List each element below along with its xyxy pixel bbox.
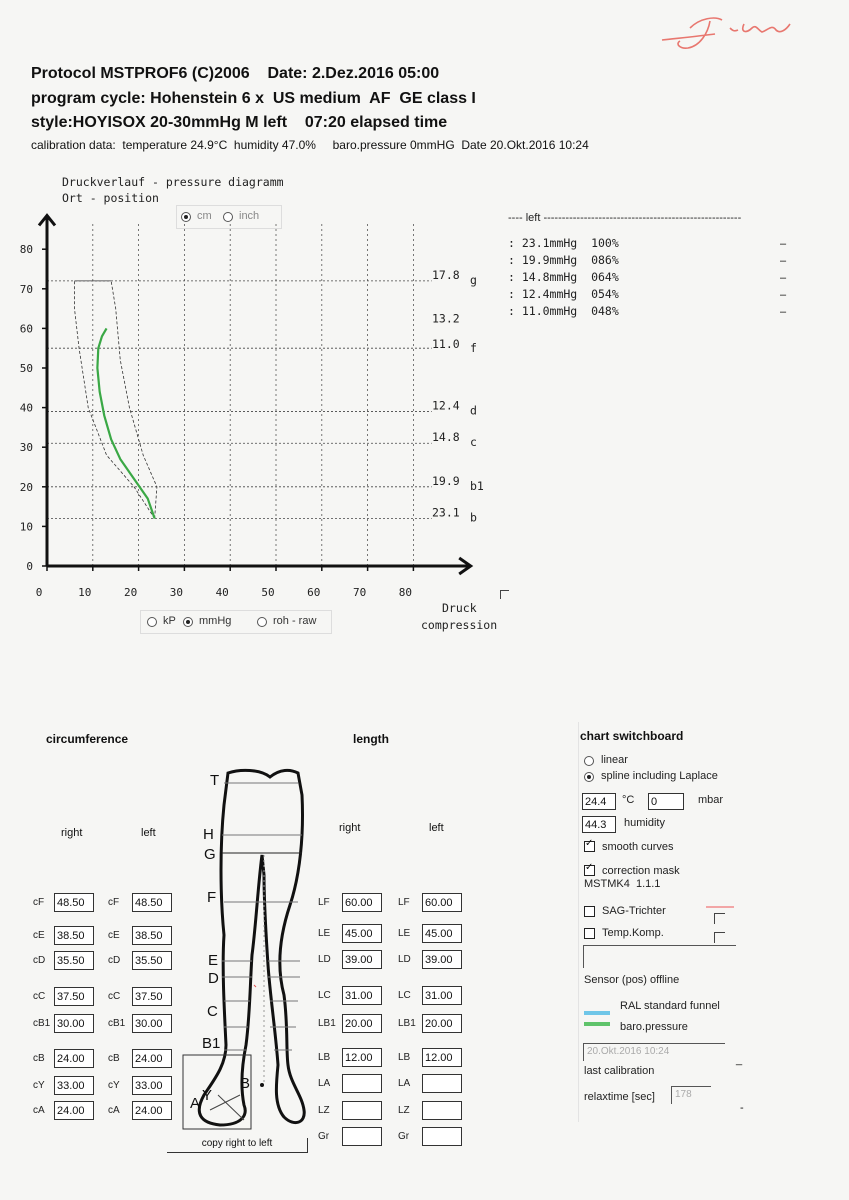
len-label-left: LZ [398, 1105, 410, 1116]
y-tick-label: 20 [19, 480, 33, 494]
len-right-input[interactable]: 31.00 [342, 986, 382, 1005]
tolerance-upper-line [111, 281, 157, 519]
circ-label-right: cB1 [33, 1018, 51, 1029]
tolerance-lower-line [74, 281, 154, 519]
circ-left-input[interactable]: 24.00 [132, 1101, 172, 1120]
len-left-input[interactable] [422, 1101, 462, 1120]
linear-radio[interactable] [584, 756, 594, 766]
len-left-input[interactable]: 60.00 [422, 893, 462, 912]
circumference-heading: circumference [46, 732, 129, 746]
calibration-line: calibration data: temperature 24.9°C humidity 47.0% baro.pressure 0mmHG Date 20.Okt.2016 10:24 [31, 138, 589, 152]
level-value: 11.0 [432, 337, 460, 352]
x-axis-label-druck: Druck [442, 601, 477, 615]
kp-radio[interactable] [147, 617, 157, 627]
leg-letter: H [203, 826, 214, 843]
circ-label-right: cA [33, 1105, 45, 1116]
level-value: 17.8 [432, 267, 460, 282]
program-cycle-line: program cycle: Hohenstein 6 x US medium AF GE class I [31, 90, 476, 107]
dash: – [780, 306, 787, 318]
humidity-input[interactable]: 44.3 [582, 816, 616, 833]
circ-label-right: cB [33, 1053, 45, 1064]
len-left-input[interactable]: 39.00 [422, 950, 462, 969]
circ-left-input[interactable]: 48.50 [132, 893, 172, 912]
circ-label-right: cC [33, 991, 46, 1002]
circ-label-left: cC [108, 991, 121, 1002]
circ-label-left: cD [108, 955, 121, 966]
last-cal-marker: _ [736, 1054, 743, 1066]
last-calibration-label: last calibration [584, 1065, 655, 1077]
style-line: style:HOYISOX 20-30mmHg M left 07:20 elapsed time [31, 114, 448, 131]
x-tick-label: 30 [169, 586, 184, 599]
left-table-row: : 23.1mmHg 100% [508, 236, 619, 250]
len-label-right: LF [318, 897, 330, 908]
circ-label-left: cA [108, 1105, 120, 1116]
circ-label-left: cF [108, 897, 120, 908]
signature [660, 8, 810, 53]
smooth-curves-label: smooth curves [602, 841, 674, 853]
level-value: 19.9 [432, 473, 460, 488]
cm-label: cm [197, 210, 212, 222]
inch-label: inch [239, 210, 260, 222]
leg-letter: C [207, 1003, 218, 1020]
x-tick-label: 10 [78, 586, 92, 599]
leg-letter: G [204, 846, 216, 863]
protocol-line: Protocol MSTPROF6 (C)2006 Date: 2.Dez.2016 05:00 [31, 65, 440, 82]
baro-label: baro.pressure [620, 1021, 688, 1033]
circ-right-input[interactable]: 38.50 [54, 926, 94, 945]
level-letter: g [470, 272, 477, 287]
len-label-left: LC [398, 990, 411, 1001]
circ-left-input[interactable]: 38.50 [132, 926, 172, 945]
circ-left-input[interactable]: 33.00 [132, 1076, 172, 1095]
len-right-input[interactable]: 45.00 [342, 924, 382, 943]
leg-letter: T [210, 772, 220, 789]
spline-label: spline including Laplace [601, 770, 718, 782]
len-left-input[interactable]: 12.00 [422, 1048, 462, 1067]
circ-label-right: cY [33, 1080, 45, 1091]
len-label-right: LE [318, 928, 331, 939]
len-label-left: LB1 [398, 1018, 416, 1029]
pressure-chart [0, 200, 520, 620]
leg-letter: A [190, 1095, 201, 1112]
relaxtime-input[interactable]: 178 [671, 1086, 711, 1104]
len-right-input[interactable] [342, 1127, 382, 1146]
len-label-right: LA [318, 1078, 331, 1089]
sag-corner [714, 913, 725, 924]
sag-trichter-label: SAG-Trichter [602, 905, 666, 917]
mask-name: MSTMK4 1.1.1 [584, 878, 661, 890]
left-table-dashes [780, 236, 786, 321]
len-label-left: Gr [398, 1131, 410, 1142]
y-tick-label: 10 [19, 520, 33, 534]
x-tick-label: 80 [398, 586, 413, 599]
left-table-row: : 12.4mmHg 054% [508, 287, 619, 301]
len-left-input[interactable] [422, 1074, 462, 1093]
circ-label-right: cF [33, 897, 45, 908]
mmhg-label: mmHg [199, 615, 232, 627]
raw-label: roh - raw [273, 615, 317, 627]
temp-komp-corner [714, 932, 725, 943]
dash: – [780, 238, 787, 250]
left-table-row: : 11.0mmHg 048% [508, 304, 619, 318]
circ-left-heading: left [141, 827, 156, 839]
left-table-row: : 14.8mmHg 064% [508, 270, 619, 284]
x-tick-label: 20 [123, 586, 138, 599]
ral-color-swatch [584, 1011, 610, 1015]
raw-radio[interactable] [257, 617, 267, 627]
len-label-left: LB [398, 1052, 411, 1063]
x-tick-label: 60 [307, 586, 321, 599]
left-table-row: : 19.9mmHg 086% [508, 253, 619, 267]
level-value: 14.8 [432, 430, 460, 445]
x-tick-label: 70 [352, 586, 367, 599]
level-letter: b [470, 510, 477, 525]
x-tick-label: 50 [261, 586, 275, 599]
circ-label-right: cE [33, 930, 45, 941]
len-left-input[interactable]: 20.00 [422, 1014, 462, 1033]
dash: – [780, 272, 787, 284]
length-heading: length [353, 732, 389, 746]
level-letter: b1 [470, 478, 484, 493]
x-axis-label-compression: compression [421, 618, 498, 632]
sag-trichter-checkbox[interactable] [584, 906, 595, 917]
pressure-curve [97, 328, 154, 518]
diagram-title: Druckverlauf - pressure diagramm [62, 175, 284, 189]
correction-mask-label: correction mask [602, 865, 680, 877]
dash: – [780, 289, 787, 301]
circ-right-input[interactable]: 37.50 [54, 987, 94, 1006]
leg-letter: Y [202, 1087, 213, 1104]
mbar-input[interactable]: 0 [648, 793, 684, 810]
relaxtime-label: relaxtime [sec] [584, 1091, 655, 1103]
len-label-right: LD [318, 954, 331, 965]
relaxtime-marker: - [740, 1102, 744, 1114]
circ-label-left: cB [108, 1053, 120, 1064]
level-letter: d [470, 403, 477, 418]
linear-label: linear [601, 754, 628, 766]
circ-left-input[interactable]: 35.50 [132, 951, 172, 970]
len-label-right: LZ [318, 1105, 330, 1116]
y-tick-label: 80 [19, 243, 33, 257]
switchboard-title: chart switchboard [580, 729, 684, 743]
len-right-heading: right [339, 822, 361, 834]
len-label-right: Gr [318, 1131, 330, 1142]
circ-right-input[interactable]: 24.00 [54, 1049, 94, 1068]
mbar-unit: mbar [698, 794, 724, 806]
level-value: 23.1 [432, 505, 460, 520]
len-left-heading: left [429, 822, 444, 834]
len-label-right: LB [318, 1052, 331, 1063]
circ-label-right: cD [33, 955, 46, 966]
len-left-input[interactable]: 45.00 [422, 924, 462, 943]
circ-right-heading: right [61, 827, 83, 839]
level-letter: c [470, 435, 477, 450]
ral-label: RAL standard funnel [620, 1000, 720, 1012]
sag-color-swatch [706, 906, 734, 908]
level-value: 13.2 [432, 311, 460, 326]
circ-left-input[interactable]: 37.50 [132, 987, 172, 1006]
humidity-label: humidity [624, 817, 665, 829]
correction-mask-checkbox[interactable]: ✓ [584, 865, 595, 876]
circ-left-input[interactable]: 24.00 [132, 1049, 172, 1068]
circ-right-input[interactable]: 24.00 [54, 1101, 94, 1120]
sensor-field [583, 945, 736, 968]
y-tick-label: 0 [26, 560, 33, 573]
leg-letter: F [207, 889, 217, 906]
temperature-input[interactable]: 24.4 [582, 793, 616, 810]
smooth-curves-checkbox[interactable]: ✓ [584, 841, 595, 852]
circ-label-left: cB1 [108, 1018, 126, 1029]
y-tick-label: 50 [19, 362, 33, 375]
len-right-input[interactable]: 12.00 [342, 1048, 382, 1067]
circ-label-left: cY [108, 1080, 120, 1091]
kp-label: kP [163, 615, 176, 627]
level-value: 12.4 [432, 398, 460, 413]
len-right-input[interactable]: 20.00 [342, 1014, 382, 1033]
temp-komp-label: Temp.Komp. [602, 927, 664, 939]
last-calibration-field[interactable]: 20.Okt.2016 10:24 [583, 1043, 725, 1061]
len-label-left: LE [398, 928, 411, 939]
x-tick-label: 40 [215, 586, 229, 599]
len-label-right: LC [318, 990, 331, 1001]
y-tick-label: 40 [19, 401, 33, 415]
len-label-left: LD [398, 954, 411, 965]
level-letter: f [470, 341, 477, 356]
leg-letter: D [208, 970, 219, 987]
left-table [508, 236, 619, 321]
dash: – [780, 255, 787, 267]
y-tick-label: 30 [19, 441, 33, 455]
len-right-input[interactable] [342, 1074, 382, 1093]
left-table-title: ---- left ------------------------------------------------------ [508, 212, 742, 224]
leg-letter: B [240, 1075, 251, 1092]
temperature-unit: °C [622, 794, 635, 806]
len-right-input[interactable]: 39.00 [342, 950, 382, 969]
y-tick-label: 70 [19, 282, 33, 296]
temp-komp-checkbox[interactable] [584, 928, 595, 939]
circ-right-input[interactable]: 35.50 [54, 951, 94, 970]
spline-radio[interactable] [584, 772, 594, 782]
circ-label-left: cE [108, 930, 120, 941]
len-left-input[interactable] [422, 1127, 462, 1146]
pressure-unit-selector [140, 610, 332, 634]
circ-right-input[interactable]: 33.00 [54, 1076, 94, 1095]
copy-right-to-left-button[interactable]: copy right to left [167, 1138, 308, 1153]
leg-letter: B1 [202, 1035, 221, 1052]
len-left-input[interactable]: 31.00 [422, 986, 462, 1005]
len-label-left: LA [398, 1078, 411, 1089]
x-tick-label: 0 [35, 586, 43, 599]
len-label-left: LF [398, 897, 410, 908]
len-label-right: LB1 [318, 1018, 336, 1029]
y-tick-label: 60 [19, 322, 33, 336]
circ-right-input[interactable]: 48.50 [54, 893, 94, 912]
corner-marker [500, 590, 509, 599]
circ-left-input[interactable]: 30.00 [132, 1014, 172, 1033]
mmhg-radio[interactable] [183, 617, 193, 627]
len-right-input[interactable] [342, 1101, 382, 1120]
diagram-subtitle: Ort - position [62, 191, 159, 205]
len-right-input[interactable]: 60.00 [342, 893, 382, 912]
leg-letter: E [208, 952, 219, 969]
circ-right-input[interactable]: 30.00 [54, 1014, 94, 1033]
baro-color-swatch [584, 1022, 610, 1026]
sensor-status: Sensor (pos) offline [584, 974, 680, 986]
